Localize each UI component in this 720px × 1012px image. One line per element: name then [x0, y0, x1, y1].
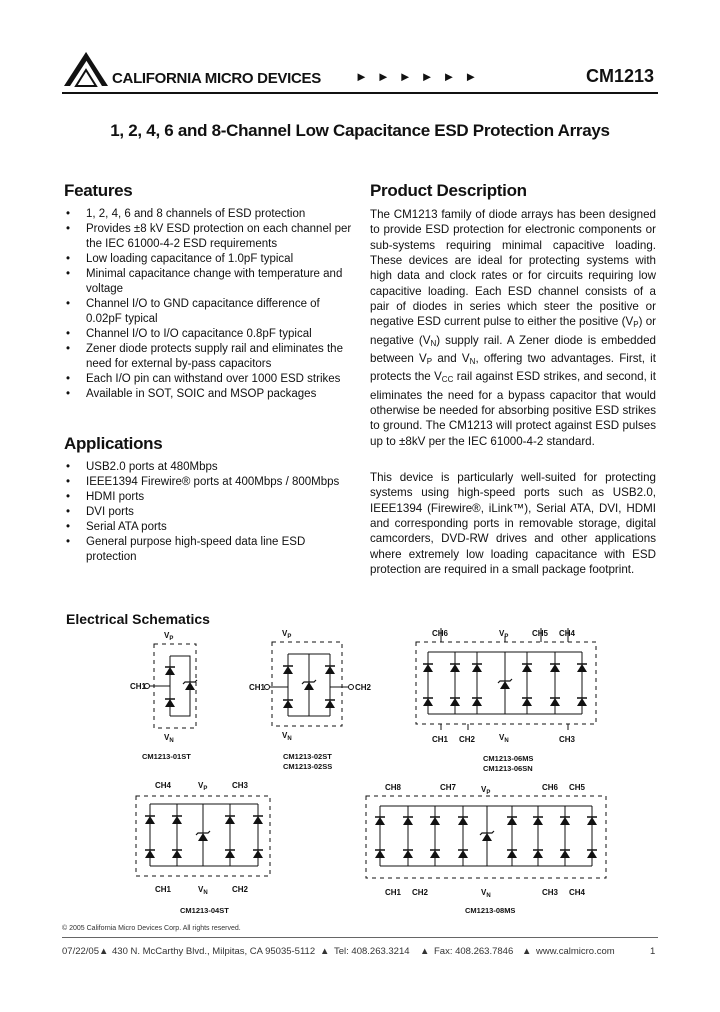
d4-caption: CM1213-04ST [180, 906, 229, 915]
list-item: • Provides ±8 kV ESD protection on each channel per the IEC 61000-4-2 ESD requirements [66, 222, 352, 252]
d2-caption-2: CM1213-02SS [283, 762, 333, 771]
list-item: • Channel I/O to GND capacitance difference of 0.02pF typical [66, 297, 352, 327]
d6-caption-1: CM1213-06MS [483, 754, 534, 763]
list-item: • USB2.0 ports at 480Mbps [66, 460, 352, 475]
list-item: • General purpose high-speed data line ESD protection [66, 535, 352, 565]
description-paragraph-2: This device is particularly well-suited for protecting systems using high-speed ports such as USB2.0, IEEE1394 (Firewire®, iLink™), Serial ATA, DVI, HDMI and corresponding ports in removable storage, digital camcorders, DVD-RW drives and other applications where extremely low loading capacitance with ESD protection are required in a small package footprint. [370, 471, 656, 577]
d1-vn-label: $V_N$ [164, 733, 174, 744]
triangle-icon: ▲ [420, 946, 430, 957]
list-item: • Minimal capacitance change with temperature and voltage [66, 267, 352, 297]
list-item: • Zener diode protects supply rail and eliminates the need for external by-pass capacitors [66, 342, 352, 372]
d8-ch7-label: CH7 [440, 783, 457, 792]
triangle-icon: ▲ [522, 946, 532, 957]
d2-vn-label: $V_N$ [282, 731, 292, 742]
copyright-notice: © 2005 California Micro Devices Corp. All rights reserved. [62, 925, 241, 932]
d8-ch8-label: CH8 [385, 783, 402, 792]
footer-address: 430 N. McCarthy Blvd., Milpitas, CA 95035-5112 [112, 946, 316, 957]
list-item: • Channel I/O to I/O capacitance 0.8pF typical [66, 327, 352, 342]
page-number: 1 [650, 946, 656, 957]
d6-ch3-label: CH3 [559, 735, 576, 744]
d8-ch5-label: CH5 [569, 783, 586, 792]
list-item: • DVI ports [66, 505, 352, 520]
list-item: • 1, 2, 4, 6 and 8 channels of ESD protection [66, 207, 352, 222]
d6-ch1-label: CH1 [432, 735, 449, 744]
d8-ch2-label: CH2 [412, 888, 429, 897]
description-heading: Product Description [370, 181, 527, 200]
header-rule [62, 92, 658, 94]
d4-vn-label: $V_N$ [198, 885, 208, 896]
applications-list [66, 460, 352, 565]
list-item: • HDMI ports [66, 490, 352, 505]
triangle-icon: ▲ [99, 946, 109, 957]
d8-caption: CM1213-08MS [465, 906, 516, 915]
d8-vn-label: $V_N$ [481, 888, 491, 899]
d6-caption-2: CM1213-06SN [483, 764, 533, 773]
d8-ch1-label: CH1 [385, 888, 402, 897]
d2-ch1-label: CH1 [249, 683, 266, 692]
features-list [66, 207, 352, 402]
d4-ch3-label: CH3 [232, 781, 249, 790]
applications-heading: Applications [64, 434, 163, 453]
d4-ch1-label: CH1 [155, 885, 172, 894]
header-arrows: ►►►►►► [355, 69, 487, 84]
d4-ch4-label: CH4 [155, 781, 172, 790]
list-item: • Serial ATA ports [66, 520, 352, 535]
triangle-icon: ▲ [320, 946, 330, 957]
footer-fax: Fax: 408.263.7846 [434, 946, 514, 957]
d8-ch4-label: CH4 [569, 888, 586, 897]
company-logo [62, 50, 110, 90]
d2-vp-label: $V_P$ [282, 629, 292, 640]
footer-website[interactable]: www.calmicro.com [536, 946, 615, 957]
d8-ch3-label: CH3 [542, 888, 559, 897]
list-item: • Low loading capacitance of 1.0pF typical [66, 252, 352, 267]
footer-date: 07/22/05 [62, 946, 99, 957]
d4-ch2-label: CH2 [232, 885, 249, 894]
d6-ch5-label: CH5 [532, 629, 549, 638]
d1-vp-label: $V_P$ [164, 631, 174, 642]
footer-rule [62, 937, 658, 938]
list-item: • IEEE1394 Firewire® ports at 400Mbps / 800Mbps [66, 475, 352, 490]
part-number: CM1213 [586, 66, 655, 86]
d6-ch4-label: CH4 [559, 629, 576, 638]
company-name: CALIFORNIA MICRO DEVICES [112, 70, 321, 87]
d2-caption-1: CM1213-02ST [283, 752, 332, 761]
d8-ch6-label: CH6 [542, 783, 559, 792]
d4-vp-label: $V_P$ [198, 781, 208, 792]
description-paragraph-1: The CM1213 family of diode arrays has been designed to provide ESD protection for electronic components or sub-systems requiring minimal capacitive loading. These devices are ideal for protecting systems with high data and clock rates or for circuits requiring low capacitive loading. Each ESD channel consists of a pair of diodes in series which steer the positive or negative ESD current pulse to either the positive $(V_P)$ or negative $(V_N)$ supply rail. A Zener diode is embedded between $V_P$ and $V_N$, offering two advantages. First, it protects the $V_{CC}$ rail against ESD strikes, and second, it eliminates the need for a bypass capacitor that would otherwise be needed for absorbing positive ESD strikes to ground. The CM1213 will protect against ESD pulses up to ±8kV per the IEC 61000-4-2 standard. [370, 208, 657, 448]
document-title: 1, 2, 4, 6 and 8-Channel Low Capacitance ESD Protection Arrays [110, 121, 610, 140]
d6-ch6-label: CH6 [432, 629, 449, 638]
list-item: • Available in SOT, SOIC and MSOP packages [66, 387, 352, 402]
d6-vp-label: $V_P$ [499, 629, 509, 640]
list-item: • Each I/O pin can withstand over 1000 ESD strikes [66, 372, 352, 387]
d6-ch2-label: CH2 [459, 735, 476, 744]
d2-ch2-label: CH2 [355, 683, 372, 692]
d6-vn-label: $V_N$ [499, 733, 509, 744]
d1-caption: CM1213-01ST [142, 752, 191, 761]
footer-tel: Tel: 408.263.3214 [334, 946, 410, 957]
electrical-schematics [0, 620, 720, 920]
schematics-heading: Electrical Schematics [66, 611, 210, 627]
features-heading: Features [64, 181, 133, 200]
d1-ch1-label: CH1 [130, 682, 147, 691]
d8-vp-label: $V_P$ [481, 785, 491, 796]
